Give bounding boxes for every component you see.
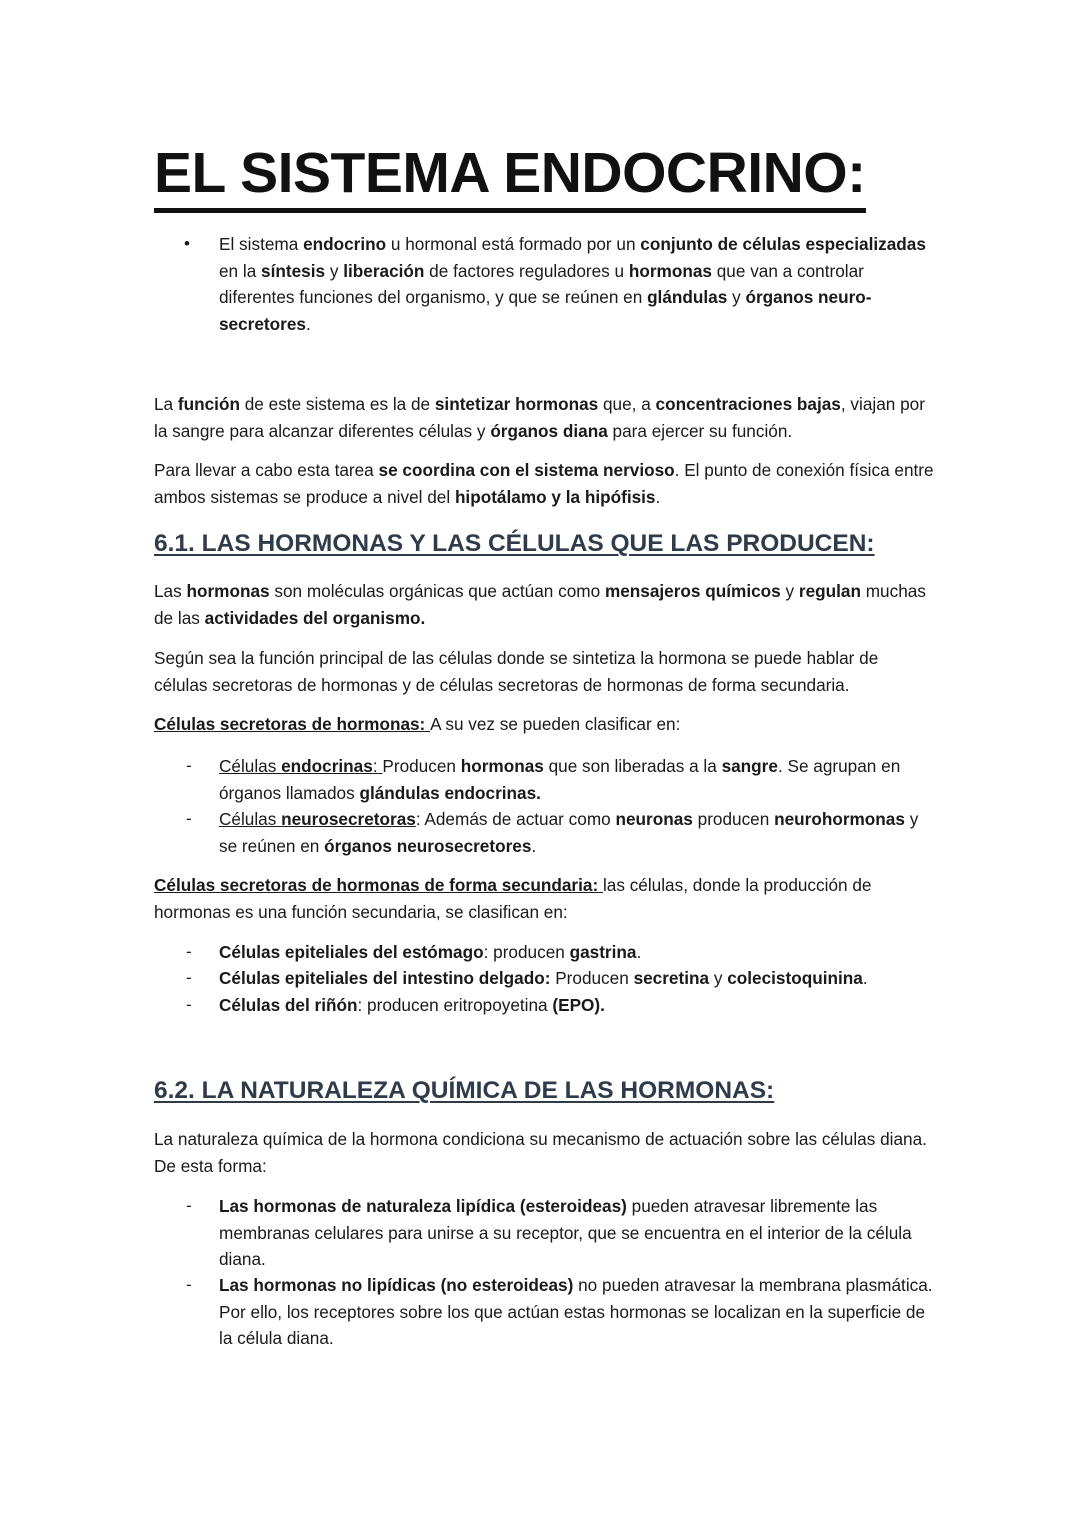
- list-item-text: [219, 1272, 934, 1352]
- text-run: . El punto de conexión física entre ambos sistemas se produce a nivel del: [154, 460, 934, 507]
- dash-marker: -: [186, 942, 192, 961]
- bullet-marker: •: [184, 234, 190, 253]
- intro-bullet-item: [219, 231, 934, 337]
- text-run: .: [862, 968, 868, 988]
- text-run: liberación: [343, 260, 425, 281]
- text-run: La naturaleza química de la hormona condiciona su mecanismo de actuación sobre las células diana. De esta forma:: [154, 1129, 927, 1176]
- list-item-text: [219, 806, 934, 859]
- text-run: : producen: [483, 942, 570, 962]
- text-run: hipotálamo y la hipófisis: [454, 486, 656, 507]
- text-run: :: [372, 756, 383, 776]
- text-run: endocrino: [303, 234, 387, 254]
- list-item: [219, 1193, 934, 1273]
- paragraph-secundaria: [154, 872, 934, 925]
- text-run: neurosecretoras: [281, 809, 416, 829]
- text-run: síntesis: [261, 260, 326, 281]
- text-run: secretina: [633, 968, 710, 988]
- text-run: Células del riñón: [219, 995, 358, 1015]
- text-run: Células: [219, 809, 282, 829]
- text-run: .: [531, 835, 537, 856]
- list-item: [219, 1272, 934, 1352]
- list-item-text: [219, 1193, 934, 1273]
- text-run: : producen eritropoyetina: [357, 995, 553, 1015]
- text-run: que, a: [598, 394, 656, 414]
- text-run: concentraciones bajas: [655, 394, 841, 414]
- text-run: conjunto de células especializadas: [640, 234, 926, 254]
- paragraph-hormonas: [154, 578, 934, 631]
- paragraph-coordina: [154, 457, 934, 510]
- text-run: no pueden atravesar la membrana plasmática. Por ello, los receptores sobre los que actúan estas hormonas se localizan en la superficie de la célula diana.: [219, 1275, 933, 1348]
- text-run: neuronas: [615, 809, 693, 829]
- text-run: neurohormonas: [774, 809, 905, 829]
- text-run: . Se agrupan en órganos llamados: [219, 756, 901, 803]
- text-run: muchas de las: [154, 581, 926, 628]
- text-run: hormonas: [628, 260, 712, 281]
- intro-bullet-text: [219, 231, 934, 337]
- paragraph-funcion: [154, 391, 934, 444]
- text-run: y: [325, 260, 344, 281]
- text-run: mensajeros químicos: [604, 581, 781, 601]
- text-run: actividades del organismo.: [204, 607, 426, 628]
- paragraph-funcion-text: [154, 391, 934, 444]
- text-run: en la: [219, 260, 262, 281]
- text-run: u hormonal está formado por un: [386, 234, 641, 254]
- text-run: Células secretoras de hormonas:: [154, 714, 431, 734]
- list-item: [219, 753, 934, 806]
- text-run: .: [655, 486, 661, 507]
- list-item-text: [219, 992, 934, 1019]
- paragraph-secundaria-text: [154, 872, 934, 925]
- text-run: se coordina con el sistema nervioso: [378, 460, 675, 480]
- dash-marker: -: [186, 968, 192, 987]
- dash-marker: -: [186, 995, 192, 1014]
- paragraph-celulas-secretoras: [154, 711, 934, 738]
- text-run: glándulas endocrinas.: [359, 782, 541, 803]
- list-item: [219, 992, 934, 1019]
- text-run: endocrinas: [281, 756, 373, 776]
- text-run: La: [154, 394, 178, 414]
- text-run: y: [780, 581, 799, 601]
- text-run: El sistema: [219, 234, 304, 254]
- text-run: (EPO).: [552, 995, 605, 1015]
- list-item: [219, 965, 934, 992]
- list-item-text: [219, 939, 934, 966]
- list-item-text: [219, 965, 934, 992]
- list-item-text: [219, 753, 934, 806]
- text-run: colecistoquinina: [727, 968, 863, 988]
- dash-marker: -: [186, 1275, 192, 1294]
- text-run: Las hormonas no lipídicas (no esteroideas): [219, 1275, 574, 1295]
- text-run: hormonas: [186, 581, 270, 601]
- text-run: producen: [692, 809, 775, 829]
- text-run: Células epiteliales del estómago: [219, 942, 484, 962]
- text-run: Células: [219, 756, 282, 776]
- text-run: órganos diana: [490, 420, 608, 441]
- text-run: Células epiteliales del intestino delgado:: [219, 968, 551, 988]
- text-run: sangre: [721, 756, 778, 776]
- text-run: Según sea la función principal de las células donde se sintetiza la hormona se puede hablar de células secretoras de hormonas y de células secretoras de hormonas de forma secundaria.: [154, 648, 879, 695]
- text-run: y: [727, 287, 746, 307]
- dash-marker: -: [186, 1196, 192, 1215]
- text-run: que van a controlar diferentes funciones del organismo, y que se reúnen en: [219, 260, 864, 307]
- text-run: .: [636, 942, 642, 962]
- section-heading-6-2: 6.2. LA NATURALEZA QUÍMICA DE LAS HORMONAS:: [154, 1077, 775, 1104]
- text-run: regulan: [798, 581, 861, 601]
- text-run: gastrina: [569, 942, 637, 962]
- text-run: y se reúnen en: [219, 809, 919, 856]
- dash-marker: -: [186, 756, 192, 775]
- text-run: son moléculas orgánicas que actúan como: [269, 581, 605, 601]
- section-heading-6-1: 6.1. LAS HORMONAS Y LAS CÉLULAS QUE LAS PRODUCEN:: [154, 530, 875, 557]
- text-run: A su vez se pueden clasificar en:: [430, 714, 681, 734]
- text-run: .: [305, 313, 311, 334]
- text-run: Producen: [550, 968, 634, 988]
- paragraph-segun-text: [154, 645, 934, 698]
- text-run: : Además de actuar como: [415, 809, 616, 829]
- text-run: Producen: [382, 756, 461, 776]
- paragraph-naturaleza-text: [154, 1126, 934, 1179]
- text-run: función: [177, 394, 240, 414]
- text-run: Las: [154, 581, 187, 601]
- page-title: EL SISTEMA ENDOCRINO:: [154, 138, 866, 213]
- list-item: [219, 806, 934, 859]
- text-run: y: [709, 968, 728, 988]
- text-run: Para llevar a cabo esta tarea: [154, 460, 379, 480]
- text-run: órganos neurosecretores: [324, 835, 532, 856]
- text-run: Las hormonas de naturaleza lipídica (esteroideas): [219, 1196, 627, 1216]
- text-run: sintetizar hormonas: [434, 394, 599, 414]
- text-run: pueden atravesar libremente las membranas celulares para unirse a su receptor, que se encuentra en el interior de la célula diana.: [219, 1196, 912, 1269]
- text-run: que son liberadas a la: [543, 756, 722, 776]
- text-run: para ejercer su función.: [607, 420, 793, 441]
- paragraph-celulas-secretoras-text: [154, 711, 934, 738]
- paragraph-naturaleza: [154, 1126, 934, 1179]
- paragraph-coordina-text: [154, 457, 934, 510]
- paragraph-hormonas-text: [154, 578, 934, 631]
- dash-marker: -: [186, 809, 192, 828]
- text-run: las células, donde la producción de hormonas es una función secundaria, se clasifican en:: [154, 875, 872, 922]
- text-run: glándulas: [647, 287, 728, 307]
- text-run: órganos neuro-secretores: [219, 287, 872, 334]
- text-run: hormonas: [460, 756, 544, 776]
- text-run: de este sistema es la de: [239, 394, 435, 414]
- list-item: [219, 939, 934, 966]
- paragraph-segun: [154, 645, 934, 698]
- text-run: , viajan por la sangre para alcanzar diferentes células y: [154, 394, 925, 441]
- text-run: Células secretoras de hormonas de forma secundaria:: [154, 875, 603, 895]
- text-run: de factores reguladores u: [424, 260, 629, 281]
